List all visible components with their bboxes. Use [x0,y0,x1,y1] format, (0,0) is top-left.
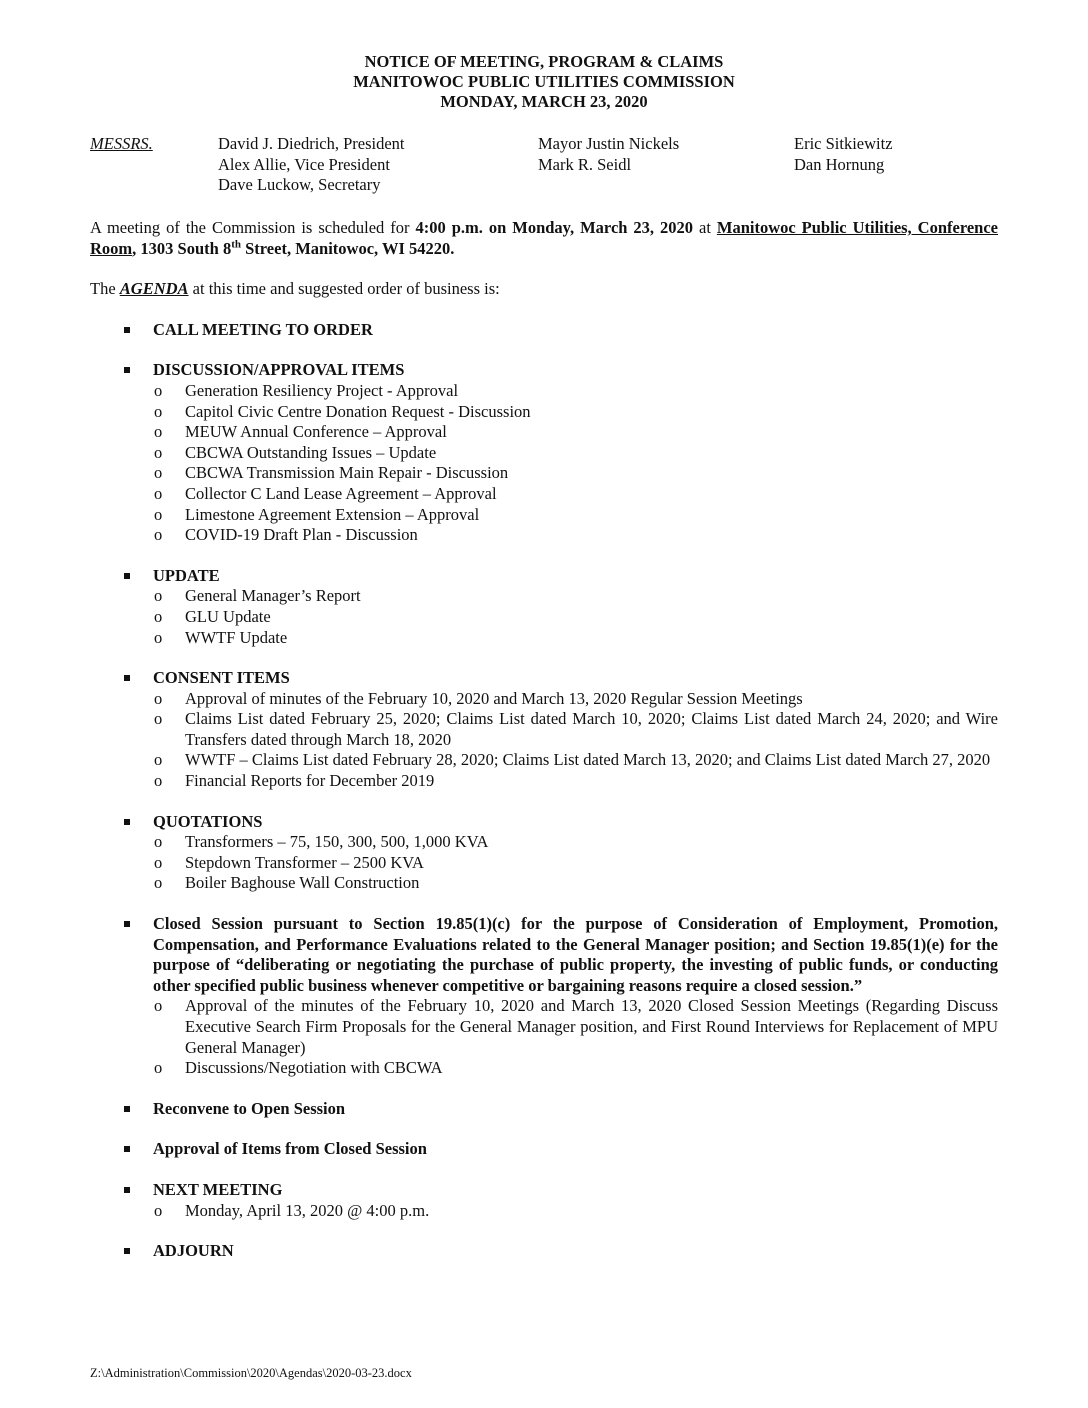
circle-bullet-icon: o [154,627,163,647]
agenda-item [153,771,998,792]
members-column-3 [794,134,893,175]
agenda-item-text: Limestone Agreement Extension – Approval [185,504,480,524]
agenda-section [90,1241,998,1262]
section-title: CALL MEETING TO ORDER [153,319,373,339]
agenda-item [153,443,998,464]
square-bullet-icon [124,675,130,681]
agenda-item [153,607,998,628]
member-name: David J. Diedrich, President [218,134,405,153]
circle-bullet-icon: o [154,750,163,770]
circle-bullet-icon: o [154,504,163,524]
circle-bullet-icon: o [154,996,163,1016]
circle-bullet-icon: o [154,606,163,626]
header-organization: MANITOWOC PUBLIC UTILITIES COMMISSION [353,72,735,91]
agenda-item-text: Transformers – 75, 150, 300, 500, 1,000 KVA [185,832,489,852]
agenda-item-text: Generation Resiliency Project - Approval [185,380,459,400]
agenda-item-text: Discussions/Negotiation with CBCWA [185,1058,443,1078]
agenda-item-text: Approval of the minutes of the February 10, 2020 and March 13, 2020 Closed Session Meetings (Regarding Discuss Executive Search Firm Proposals for the General Manager position, and First Round Interviews for Replacement of MPU General Manager) [185,996,998,1057]
agenda-item [153,873,998,894]
square-bullet-icon [124,367,130,373]
agenda-section [90,1099,998,1120]
header-title: NOTICE OF MEETING, PROGRAM & CLAIMS [364,52,724,71]
document-header [90,52,998,112]
header-date: MONDAY, MARCH 23, 2020 [440,92,648,111]
agenda-section [90,360,998,545]
footer-file-path: Z:\Administration\Commission\2020\Agendas\2020-03-23.docx [90,1366,412,1380]
agenda-item [153,628,998,649]
square-bullet-icon [124,1187,130,1193]
agenda-word: AGENDA [119,279,189,299]
circle-bullet-icon: o [154,852,163,872]
agenda-item-text: Capitol Civic Centre Donation Request - Discussion [185,401,531,421]
agenda-item [153,853,998,874]
member-name: Alex Allie, Vice President [218,154,390,174]
agenda-item-text: Stepdown Transformer – 2500 KVA [185,852,424,872]
meeting-location: Manitowoc Public Utilities, Conference Room [90,218,998,258]
agenda-item-text: Boiler Baghouse Wall Construction [185,873,420,893]
agenda-item [153,402,998,423]
section-title: Approval of Items from Closed Session [153,1139,427,1159]
messrs-block [90,134,998,198]
circle-bullet-icon: o [154,771,163,791]
circle-bullet-icon: o [154,442,163,462]
agenda-item-text: Claims List dated February 25, 2020; Claims List dated March 10, 2020; Claims List dated March 24, 2020; and Wire Transfers dated through March 18, 2020 [185,709,998,749]
agenda-item [153,422,998,443]
agenda-item-text: WWTF Update [185,627,288,647]
circle-bullet-icon: o [154,525,163,545]
circle-bullet-icon: o [154,380,163,400]
agenda-item-text: Monday, April 13, 2020 @ 4:00 p.m. [185,1200,430,1220]
agenda-item [153,832,998,853]
circle-bullet-icon: o [154,483,163,503]
agenda-item [153,709,998,750]
agenda-sections [90,320,998,1262]
messrs-label: MESSRS. [90,134,153,153]
agenda-item-text: WWTF – Claims List dated February 28, 2020; Claims List dated March 13, 2020; and Claims List dated March 27, 2020 [185,750,991,770]
circle-bullet-icon: o [154,709,163,729]
agenda-item-text: MEUW Annual Conference – Approval [185,422,447,442]
member-name: Eric Sitkiewitz [794,134,893,153]
agenda-document [90,52,998,1262]
square-bullet-icon [124,1248,130,1254]
agenda-item [153,586,998,607]
square-bullet-icon [124,921,130,927]
agenda-item [153,505,998,526]
agenda-item-text: Financial Reports for December 2019 [185,771,435,791]
agenda-intro [90,279,998,300]
section-title: UPDATE [153,565,220,585]
circle-bullet-icon: o [154,873,163,893]
intro-text: at [693,218,717,237]
agenda-intro-text: at this time and suggested order of business is: [188,279,500,299]
agenda-section [90,1139,998,1160]
square-bullet-icon [124,1146,130,1152]
circle-bullet-icon: o [154,586,163,606]
agenda-item [153,463,998,484]
agenda-section [90,1180,998,1221]
section-title: ADJOURN [153,1241,234,1261]
circle-bullet-icon: o [154,1200,163,1220]
intro-text: A meeting of the Commission is scheduled for [90,218,416,237]
agenda-item-text: COVID-19 Draft Plan - Discussion [185,525,418,545]
agenda-item-text: General Manager’s Report [185,586,361,606]
agenda-item [153,689,998,710]
square-bullet-icon [124,573,130,579]
member-name: Dave Luckow, Secretary [218,175,381,195]
circle-bullet-icon: o [154,1058,163,1078]
agenda-item [153,1201,998,1222]
square-bullet-icon [124,327,130,333]
agenda-item [153,484,998,505]
members-column-2 [538,134,679,175]
section-title: Reconvene to Open Session [153,1098,346,1118]
agenda-section [90,668,998,792]
member-name: Mark R. Seidl [538,154,632,174]
agenda-item [153,996,998,1058]
member-name: Dan Hornung [794,154,885,174]
agenda-section [90,566,998,648]
circle-bullet-icon: o [154,463,163,483]
circle-bullet-icon: o [154,832,163,852]
agenda-item-text: CBCWA Outstanding Issues – Update [185,442,437,462]
square-bullet-icon [124,1106,130,1112]
agenda-item-text: CBCWA Transmission Main Repair - Discussion [185,463,509,483]
meeting-address: , 1303 South 8th Street, Manitowoc, WI 54220. [132,238,455,258]
circle-bullet-icon: o [154,401,163,421]
section-title: NEXT MEETING [153,1179,283,1199]
agenda-item [153,750,998,771]
agenda-item-text: Approval of minutes of the February 10, 2020 and March 13, 2020 Regular Session Meetings [185,688,803,708]
agenda-item [153,525,998,546]
agenda-item-text: Collector C Land Lease Agreement – Approval [185,483,497,503]
agenda-item [153,381,998,402]
members-column-1 [218,134,405,196]
circle-bullet-icon: o [154,688,163,708]
agenda-intro-text: The [90,279,120,299]
section-title: Closed Session pursuant to Section 19.85(1)(c) for the purpose of Consideration of Employment, Promotion, Compensation, and Performance Evaluations related to the General Manager position; and Section 19.85(1)(e) for the purpose of “deliberating or negotiating the purchase of public property, the investing of public funds, or conducting other specified public business whenever competitive or bargaining reasons require a closed session.” [153,914,998,995]
section-title: QUOTATIONS [153,811,263,831]
section-title: CONSENT ITEMS [153,668,290,688]
circle-bullet-icon: o [154,422,163,442]
agenda-section [90,320,998,341]
member-name: Mayor Justin Nickels [538,134,680,153]
meeting-time-date: 4:00 p.m. on Monday, March 23, 2020 [415,218,694,237]
meeting-intro [90,218,998,259]
agenda-section [90,812,998,894]
agenda-section [90,914,998,1079]
agenda-item-text: GLU Update [185,606,271,626]
square-bullet-icon [124,819,130,825]
section-title: DISCUSSION/APPROVAL ITEMS [153,360,405,380]
agenda-item [153,1058,998,1079]
